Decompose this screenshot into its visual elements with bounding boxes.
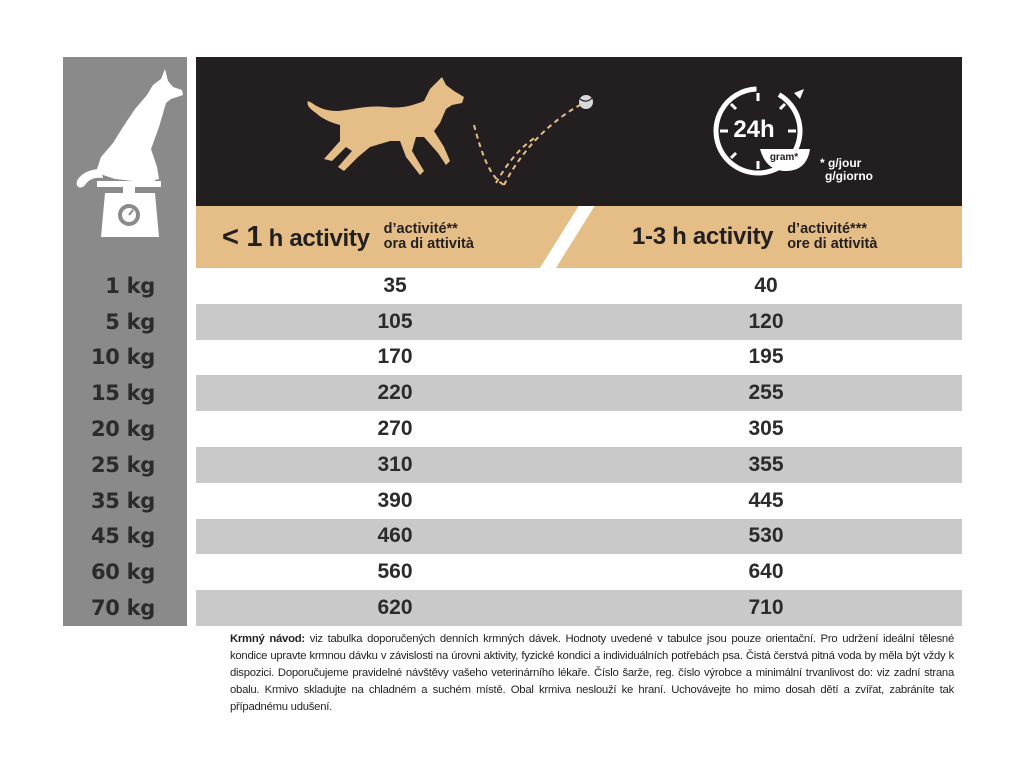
gram-label: gram* bbox=[769, 152, 799, 163]
low-activity-cell: 460 bbox=[377, 524, 413, 548]
table-row bbox=[63, 268, 962, 304]
feeding-table bbox=[63, 268, 962, 626]
high-activity-cell: 530 bbox=[748, 524, 784, 548]
col1-sub-fr: d’activité** bbox=[383, 221, 458, 237]
low-activity-cell: 220 bbox=[377, 381, 413, 405]
low-activity-cell: 310 bbox=[377, 452, 413, 476]
col2-header bbox=[632, 206, 877, 268]
high-activity-cell: 445 bbox=[748, 488, 784, 512]
table-row bbox=[63, 375, 962, 411]
weight-cell: 35 kg bbox=[90, 488, 155, 513]
unit-label bbox=[820, 157, 873, 183]
weight-cell: 15 kg bbox=[90, 381, 155, 406]
unit-fr: * g/jour bbox=[820, 156, 862, 170]
header-illustration bbox=[196, 57, 962, 206]
table-row bbox=[63, 590, 962, 626]
weight-cell: 25 kg bbox=[90, 452, 155, 477]
table-row bbox=[63, 519, 962, 555]
table-row bbox=[63, 411, 962, 447]
col1-suffix: h activity bbox=[262, 224, 370, 252]
low-activity-cell: 390 bbox=[377, 488, 413, 512]
clock-label: 24h bbox=[733, 116, 775, 143]
col2-sub-fr: d’activité*** bbox=[787, 221, 867, 237]
ball-icon bbox=[579, 95, 593, 109]
weight-cell: 20 kg bbox=[90, 417, 155, 442]
high-activity-cell: 120 bbox=[748, 309, 784, 333]
low-activity-cell: 620 bbox=[377, 596, 413, 620]
col2-main: 1-3 h activity bbox=[632, 223, 774, 250]
table-row bbox=[63, 483, 962, 519]
col1-prefix: < 1 bbox=[222, 220, 263, 253]
running-dog-icon bbox=[306, 75, 476, 195]
high-activity-cell: 355 bbox=[748, 452, 784, 476]
band-separator bbox=[536, 206, 596, 268]
high-activity-cell: 255 bbox=[748, 381, 784, 405]
table-row bbox=[63, 554, 962, 590]
weight-cell: 5 kg bbox=[105, 309, 155, 334]
food-bowl-icon bbox=[760, 149, 810, 171]
table-row bbox=[63, 304, 962, 340]
low-activity-cell: 35 bbox=[383, 273, 407, 297]
unit-it: g/giorno bbox=[825, 169, 873, 183]
weight-cell: 70 kg bbox=[90, 596, 155, 621]
note-label: Krmný návod: bbox=[230, 633, 305, 645]
high-activity-cell: 40 bbox=[754, 273, 778, 297]
col1-header bbox=[222, 206, 474, 268]
weight-cell: 1 kg bbox=[105, 273, 155, 298]
low-activity-cell: 170 bbox=[377, 345, 413, 369]
weight-cell: 60 kg bbox=[90, 560, 155, 585]
low-activity-cell: 560 bbox=[377, 560, 413, 584]
feeding-instructions bbox=[230, 631, 954, 716]
col1-sub-it: ora di attività bbox=[383, 236, 474, 252]
weight-cell: 10 kg bbox=[90, 345, 155, 370]
low-activity-cell: 270 bbox=[377, 417, 413, 441]
weight-cell: 45 kg bbox=[90, 524, 155, 549]
table-row bbox=[63, 340, 962, 376]
high-activity-cell: 305 bbox=[748, 417, 784, 441]
high-activity-cell: 640 bbox=[748, 560, 784, 584]
high-activity-cell: 710 bbox=[748, 596, 784, 620]
activity-header bbox=[196, 206, 962, 268]
clock-24h-icon bbox=[708, 79, 818, 189]
table-row bbox=[63, 447, 962, 483]
ball-trajectory-icon bbox=[466, 85, 606, 195]
dog-sitting-on-scale-icon bbox=[63, 57, 187, 247]
low-activity-cell: 105 bbox=[377, 309, 413, 333]
note-text: viz tabulka doporučených denních krmných dávek. Hodnoty uvedené v tabulce jsou pouze orientační. Pro udržení ideální tělesné kondice upravte krmnou dávku v závislosti na úrovni aktivity, fyzické kondici a individuálních potřebách psa. Čistá čerstvá pitná voda by měla být vždy k dispozici. Doporučujeme pravidelné návštěvy vašeho veterinárního lékaře. Číslo šarže, reg. číslo výrobce a minimální trvanlivost do: viz zadní strana obalu. Krmivo skladujte na chladném a suchém místě. Obal krmiva neslouží ke hraní. Uchovávejte ho mimo dosah dětí a zvířat, zabráníte tak případnému udušení. bbox=[230, 633, 954, 713]
col2-sub-it: ore di attività bbox=[787, 236, 878, 252]
high-activity-cell: 195 bbox=[748, 345, 784, 369]
